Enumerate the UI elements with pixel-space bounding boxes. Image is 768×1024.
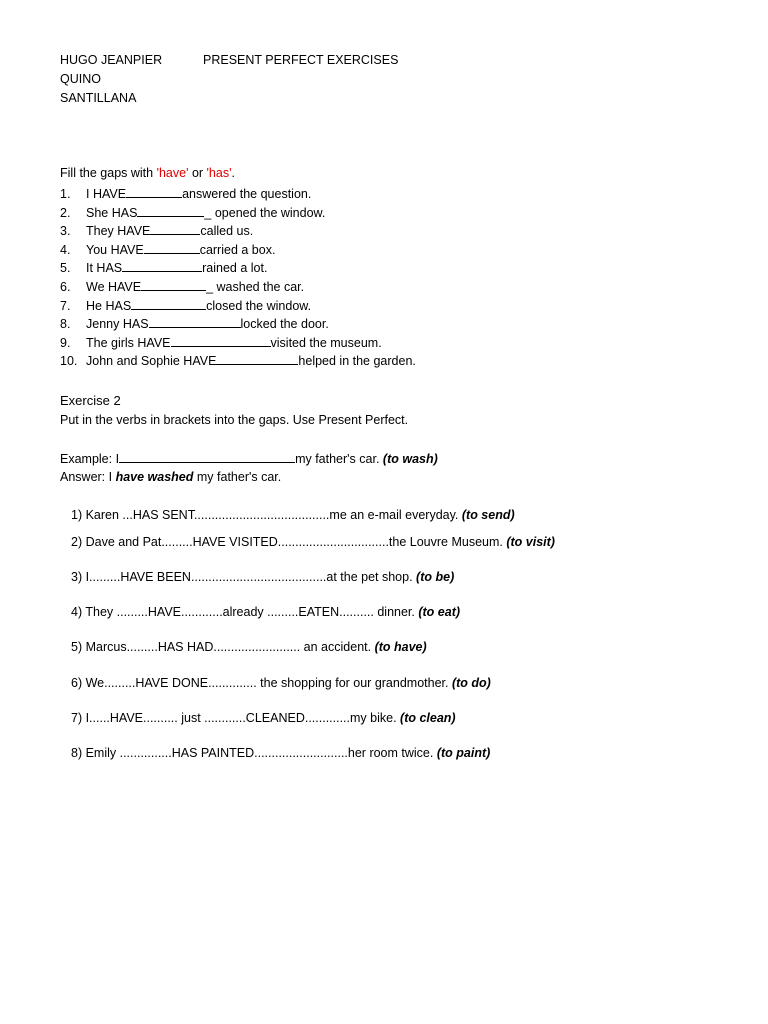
verb-hint: (to send) [461,508,515,522]
exercise1-item [60,203,325,222]
item-subject: John and Sophie HAVE [86,354,217,369]
item-subject: We HAVE [86,280,142,294]
item-sentence: 3) I.........HAVE BEEN.......................................at the pet shop. [71,570,417,584]
item-subject: She HAS [86,205,138,220]
exercise1-item [60,351,416,370]
student-name-line1: HUGO JEANPIER [60,53,163,67]
keyword-have: 'have' [156,166,189,180]
item-number: 8. [60,317,71,332]
blank-gap [131,296,206,310]
item-sentence: 7) I......HAVE.......... just ............CLEANED.............my bike. [71,711,401,725]
item-sentence: 4) They .........HAVE............already .........EATEN.......... dinner. [71,605,419,619]
verb-hint: (to be) [416,570,455,584]
item-predicate: _ washed the car. [206,280,305,294]
item-predicate: visited the museum. [270,335,382,350]
exercise1-item [60,258,267,277]
instruction-end: . [231,166,235,180]
exercise2-item [71,674,491,692]
exercise2-instruction [60,411,408,429]
item-subject: It HAS [86,261,123,276]
exercise2-item [71,568,454,586]
blank-gap [216,351,298,365]
item-predicate: helped in the garden. [298,354,416,369]
item-subject: They HAVE [86,224,151,239]
blank-gap [137,203,204,217]
item-predicate: called us. [200,224,254,239]
item-sentence: 6) We.........HAVE DONE.............. the shopping for our grandmother. [71,676,452,690]
item-number: 4. [60,242,71,257]
item-number: 10. [60,354,78,369]
item-number: 6. [60,280,71,294]
item-number: 9. [60,335,71,350]
item-predicate: closed the window. [206,298,312,313]
instruction-end: . [404,413,409,427]
verb-hint: (to paint) [436,746,491,760]
instruction-text: Put in the verbs in brackets into the gaps. Use [60,413,319,427]
item-sentence: 8) Emily ...............HAS PAINTED...........................her room twice. [71,746,437,760]
exercise2-item [71,603,460,621]
item-predicate: _ opened the window. [204,205,326,220]
item-number: 7. [60,298,71,313]
student-name-line3: SANTILLANA [60,91,137,105]
item-subject: I HAVE [86,187,127,201]
exercise2-item [71,638,427,656]
verb-hint: (to visit) [506,535,555,549]
blank-gap [150,221,200,235]
item-number: 5. [60,261,71,276]
student-name-line2: QUINO [60,72,101,86]
item-predicate: carried a box. [199,242,276,257]
item-number: 2. [60,205,71,220]
exercise1-instruction [60,164,235,182]
verb-hint: (to eat) [418,605,461,619]
document-title: PRESENT PERFECT EXERCISES [203,53,399,67]
exercise1-item [60,296,311,315]
item-sentence: 2) Dave and Pat.........HAVE VISITED................................the Louvre Museum. [71,535,507,549]
exercise1-item [60,184,311,203]
blank-gap [126,184,182,198]
item-number: 3. [60,224,71,239]
blank-gap [144,240,200,254]
instruction-keyword: Present Perfect [318,413,405,427]
verb-hint: (to do) [451,676,491,690]
item-sentence: 5) Marcus.........HAS HAD......................... an accident. [71,640,375,654]
blank-gap [171,333,271,347]
answer-suffix: my father's car. [193,470,282,484]
blank-gap [141,277,206,291]
verb-hint: (to clean) [400,711,456,725]
item-sentence: 1) Karen ...HAS SENT.......................................me an e-mail everyday. [71,508,462,522]
exercise1-item [60,240,275,259]
exercise1-item [60,221,253,240]
item-subject: He HAS [86,298,132,313]
blank-gap [149,314,241,328]
exercise2-item [71,533,555,551]
example-hint: (to wash) [382,452,438,466]
item-subject: Jenny HAS [86,317,149,332]
exercise2-title: Exercise 2 [60,393,121,408]
answer-line [60,468,281,486]
answer-prefix: Answer: I [60,470,116,484]
keyword-has: 'has' [206,166,232,180]
example-line [60,449,438,468]
exercise1-item [60,314,329,333]
exercise1-item [60,277,304,296]
item-subject: You HAVE [86,242,144,257]
exercise2-item [71,506,515,524]
blank-gap [122,258,202,272]
item-predicate: rained a lot. [202,261,268,276]
answer-keyword: have washed [115,470,194,484]
example-suffix: my father's car. [295,452,383,466]
exercise2-item [71,744,490,762]
item-predicate: locked the door. [240,317,329,332]
exercise2-item [71,709,456,727]
verb-hint: (to have) [374,640,427,654]
item-subject: The girls HAVE [86,335,171,350]
example-gap [119,449,295,463]
item-predicate: answered the question. [182,187,312,201]
item-number: 1. [60,187,71,201]
instruction-text: Fill the gaps with [60,166,157,180]
example-prefix: Example: I [60,452,120,466]
instruction-or: or [188,166,207,180]
exercise1-item [60,333,382,352]
